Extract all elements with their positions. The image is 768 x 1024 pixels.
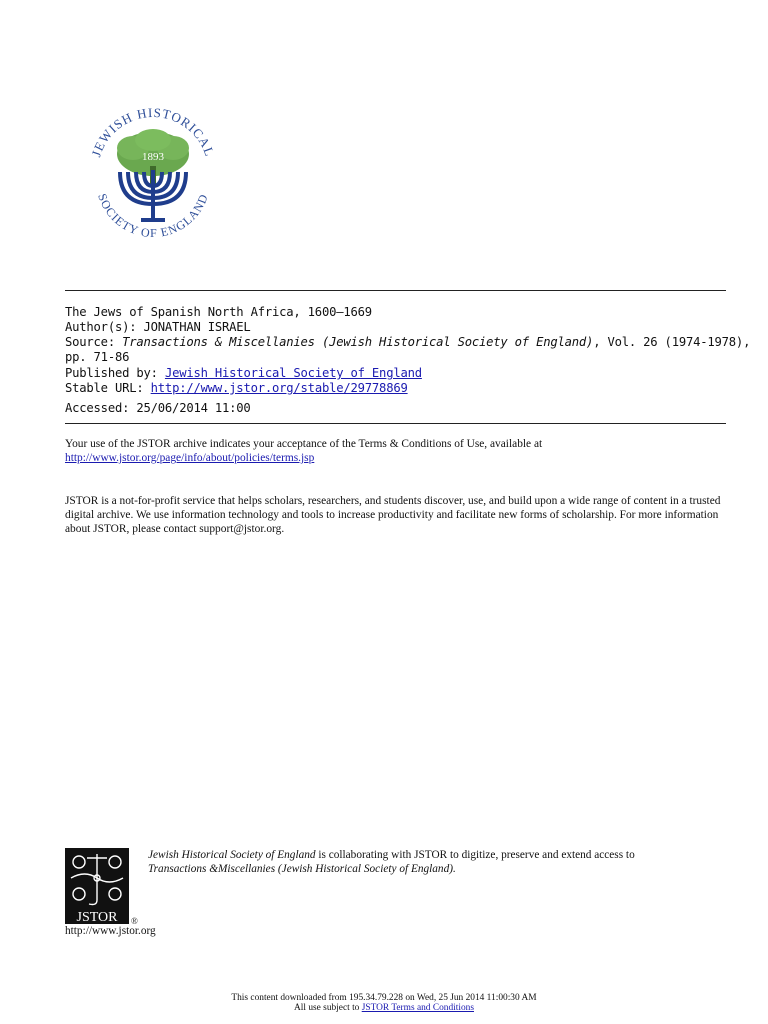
logo-text-bottom: SOCIETY OF ENGLAND [95, 191, 211, 240]
jewish-historical-society-logo [78, 100, 228, 240]
top-divider [65, 290, 726, 291]
collab-journal: Transactions &Miscellanies (Jewish Historical Society of England). [148, 862, 456, 875]
source-journal: Transactions & Miscellanies (Jewish Historical Society of England) [122, 335, 594, 349]
terms-text: Your use of the JSTOR archive indicates your acceptance of the Terms & Conditions of Use, available at [65, 438, 543, 450]
logo-year: 1893 [142, 151, 164, 163]
jstor-wordmark: JSTOR [76, 910, 118, 925]
article-pages: pp. 71-86 [65, 350, 130, 364]
terms-link[interactable]: http://www.jstor.org/page/info/about/policies/terms.jsp [65, 452, 315, 464]
accessed-date: Accessed: 25/06/2014 11:00 [65, 401, 251, 415]
download-notice: This content downloaded from 195.34.79.228 on Wed, 25 Jun 2014 11:00:30 AM [231, 993, 537, 1003]
article-title: The Jews of Spanish North Africa, 1600—1669 [65, 305, 372, 319]
jstor-logo [65, 848, 143, 926]
bottom-divider [65, 423, 726, 424]
jstor-home-url[interactable]: http://www.jstor.org [65, 925, 156, 937]
article-publisher: Published by: Jewish Historical Society of England [65, 366, 422, 380]
collab-publisher: Jewish Historical Society of England [148, 849, 316, 861]
article-author: Author(s): JONATHAN ISRAEL [65, 320, 251, 334]
publisher-link[interactable]: Jewish Historical Society of England [164, 366, 422, 380]
registered-mark: ® [131, 916, 138, 926]
stable-url: Stable URL: http://www.jstor.org/stable/29778869 [65, 381, 408, 395]
terms-notice [65, 437, 735, 465]
about-jstor: JSTOR is a not-for-profit service that helps scholars, researchers, and students discover, use, and build upon a wide range of content in a trusted digital archive. We use information technology and tools to increase productivity and facilitate new forms of scholarship. For more information about JSTOR, please contact support@jstor.org. [65, 495, 721, 535]
article-source: Source: Transactions & Miscellanies (Jewish Historical Society of England), Vol. 26 (1974-1978), [65, 335, 751, 349]
use-notice: All use subject to JSTOR Terms and Conditions [294, 1003, 474, 1013]
menorah-icon [120, 170, 186, 220]
stable-url-link[interactable]: http://www.jstor.org/stable/29778869 [150, 381, 408, 395]
terms-conditions-link[interactable]: JSTOR Terms and Conditions [361, 1003, 474, 1013]
logo-text-top: JEWISH HISTORICAL [88, 104, 218, 159]
collaboration-notice: Jewish Historical Society of England is collaborating with JSTOR to digitize, preserve and extend access to Transactions &Miscellanies (Jewish Historical Society of England). [148, 849, 635, 875]
